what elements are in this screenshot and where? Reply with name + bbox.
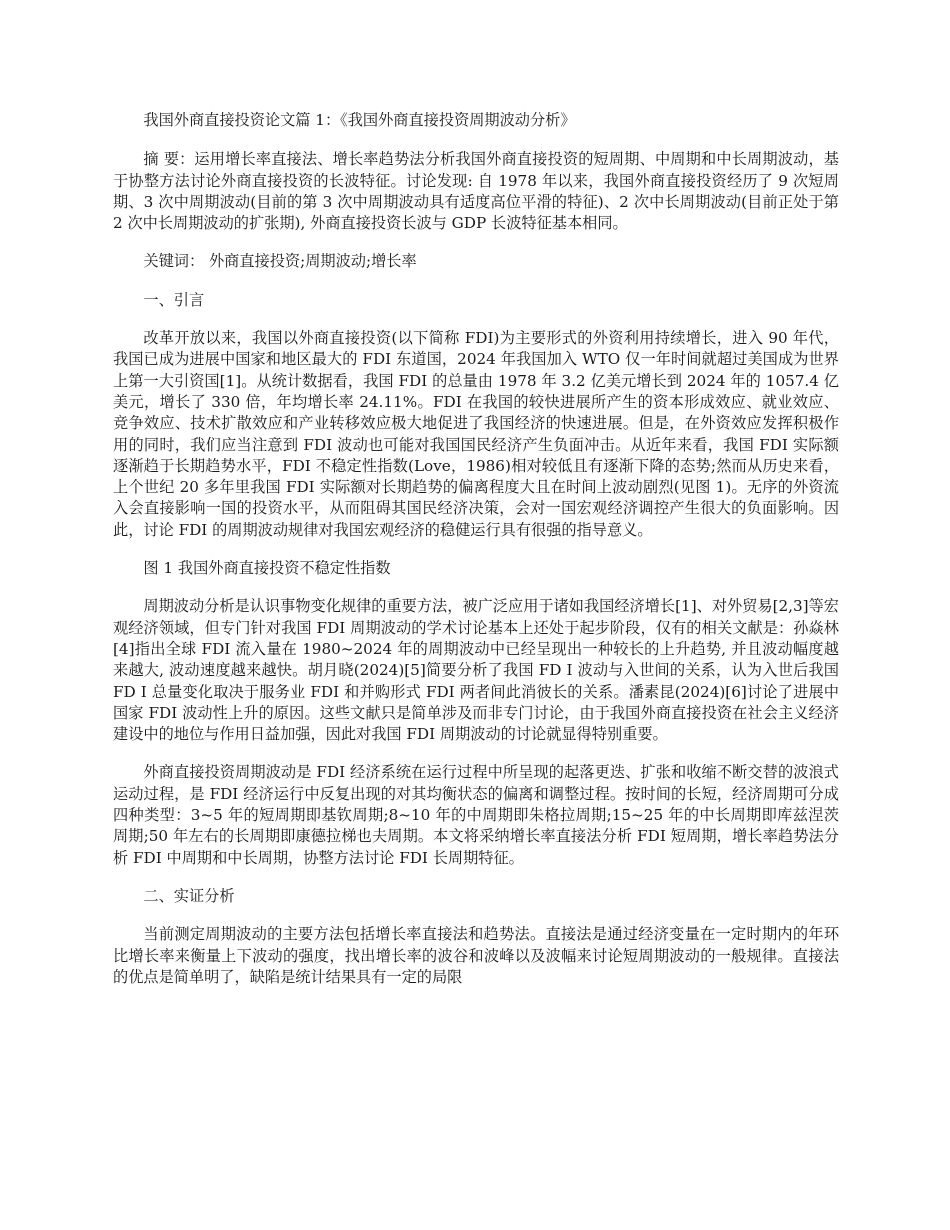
section-heading-introduction: 一、引言: [143, 290, 205, 309]
keywords-line: 关键词： 外商直接投资;周期波动;增长率: [143, 252, 417, 271]
body-paragraph: 改革开放以来，我国以外商直接投资(以下简称 FDI)为主要形式的外资利用持续增长，进入 90 年代，我国已成为进展中国家和地区最大的 FDI 东道国，2024 年我国加入 WTO 仅一年时间就超过美国成为世界上第一大引资国[1]。从统计数据看，我国 FDI 的总量由 1978 年 3.2 亿美元增长到 2024 年的 1057.4 亿美元，增长了 330 倍，年均增长率 24.11%。FDI 在我国的较快进展所产生的资本形成效应、就业效应、竞争效应、技术扩散效应和产业转移效应极大地促进了我国经济的快速进展。但是，在外资效应发挥积极作用的同时，我们应当注意到 FDI 波动也可能对我国国民经济产生负面冲击。从近年来看，我国 FDI 实际额逐渐趋于长期趋势水平，FDI 不稳定性指数(Love，1986)相对较低且有逐渐下降的态势;然而从历史来看，上个世纪 20 多年里我国 FDI 实际额对长期趋势的偏离程度大且在时间上波动剧烈(见图 1)。无序的外资流入会直接影响一国的投资水平，从而阻碍其国民经济决策，会对一国宏观经济调控产生很大的负面影响。因此，讨论 FDI 的周期波动规律对我国宏观经济的稳健运行具有很强的指导意义。: [113, 329, 839, 539]
figure-caption: 图 1 我国外商直接投资不稳定性指数: [143, 559, 391, 578]
section-heading-empirical-analysis: 二、实证分析: [143, 886, 235, 905]
document-page: [113, 110, 839, 1005]
document-title: 我国外商直接投资论文篇 1：《我国外商直接投资周期波动分析》: [143, 111, 576, 129]
body-paragraph: 当前测定周期波动的主要方法包括增长率直接法和趋势法。直接法是通过经济变量在一定时期内的年环比增长率来衡量上下波动的强度，找出增长率的波谷和波峰以及波幅来讨论短周期波动的一般规律。直接法的优点是简单明了，缺陷是统计结果具有一定的局限: [113, 925, 839, 986]
body-paragraph: 周期波动分析是认识事物变化规律的重要方法，被广泛应用于诸如我国经济增长[1]、对外贸易[2,3]等宏观经济领域，但专门针对我国 FDI 周期波动的学术讨论基本上还处于起步阶段，仅有的相关文献是：孙焱林[4]指出全球 FDI 流入量在 1980~2024 年的周期波动中已经呈现出一种较长的上升趋势, 并且波动幅度越来越大, 波动速度越来越快。胡月晓(2024)[5]简要分析了我国 FD I 波动与入世间的关系，认为入世后我国 FD I 总量变化取决于服务业 FDI 和并购形式 FDI 两者间此消彼长的关系。潘素昆(2024)[6]讨论了进展中国家 FDI 波动性上升的原因。这些文献只是简单涉及而非专门讨论，由于我国外商直接投资在社会主义经济建设中的地位与作用日益加强，因此对我国 FDI 周期波动的讨论就显得特别重要。: [113, 597, 839, 744]
body-paragraph: 外商直接投资周期波动是 FDI 经济系统在运行过程中所呈现的起落更迭、扩张和收缩不断交替的波浪式运动过程，是 FDI 经济运行中反复出现的对其均衡状态的偏离和调整过程。按时间的长短，经济周期可分成四种类型：3~5 年的短周期即基钦周期;8~10 年的中周期即朱格拉周期;15~25 年的中长周期即库兹涅茨周期;50 年左右的长周期即康德拉梯也夫周期。本文将采纳增长率直接法分析 FDI 短周期，增长率趋势法分析 FDI 中周期和中长周期，协整方法讨论 FDI 长周期特征。: [113, 763, 839, 867]
abstract-paragraph: 摘 要：运用增长率直接法、增长率趋势法分析我国外商直接投资的短周期、中周期和中长周期波动，基于协整方法讨论外商直接投资的长波特征。讨论发现: 自 1978 年以来，我国外商直接投资经历了 9 次短周期、3 次中周期波动(目前的第 3 次中周期波动具有适度高位平滑的特征)、2 次中长周期波动(目前正处于第 2 次中长周期波动的扩张期), 外商直接投资长波与 GDP 长波特征基本相同。: [113, 150, 839, 233]
